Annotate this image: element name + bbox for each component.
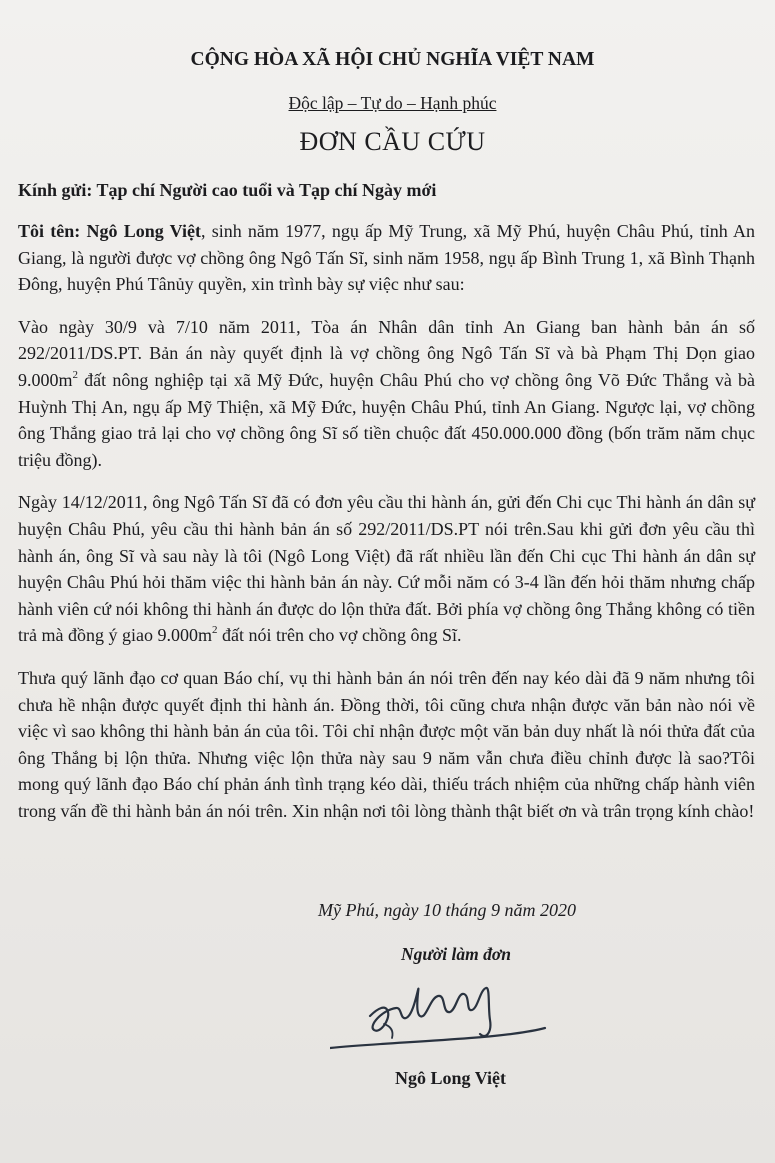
paragraph-request: Thưa quý lãnh đạo cơ quan Báo chí, vụ thi hành bản án nói trên đến nay kéo dài đã 9 năm nhưng tôi chưa hề nhận được quyết định thi hành án. Đồng thời, tôi cũng chưa nhận được văn bản nào nói về việc vì sao không thi hành bản án của tôi. Tôi chỉ nhận được một văn bản duy nhất là nói thửa đất của ông Thắng bị lộn thửa. Nhưng việc lộn thửa này sau 9 năm vẫn chưa điều chỉnh được là sao?Tôi mong quý lãnh đạo Báo chí phản ánh tình trạng kéo dài, thiếu trách nhiệm của những chấp hành viên trong vấn đề thi hành bản án nói trên. Xin nhận nơi tôi lòng thành thật biết ơn và trân trọng kính chào!	[18, 667, 755, 821]
signer-title: Người làm đơn	[401, 944, 511, 964]
signer-name: Ngô Long Việt	[395, 1068, 507, 1088]
paragraph-judgment-text-a: Vào ngày 30/9 và 7/10 năm 2011, Tòa án Nhân dân tỉnh An Giang ban hành bản án số 292/2011/DS.PT. Bản án này quyết định là vợ chồng ông Ngô Tấn Sĩ và bà Phạm Thị Dọn giao 9.000m	[18, 316, 755, 390]
date-line: Mỹ Phú, ngày 10 tháng 9 năm 2020	[318, 900, 576, 920]
paragraph-enforcement-text-a: Ngày 14/12/2011, ông Ngô Tấn Sĩ đã có đơn yêu cầu thi hành án, gửi đến Chi cục Thi hành án dân sự huyện Châu Phú, yêu cầu thi hành bản án số 292/2011/DS.PT nói trên.Sau khi gửi đơn yêu cầu thì hành án, ông Sĩ và sau này là tôi (Ngô Long Việt) đã rất nhiều lần đến Chi cục Thi hành án dân sự huyện Châu Phú hỏi thăm việc thi hành bản án này. Cứ mỗi năm có 3-4 lần đến hỏi thăm nhưng chấp hành viên cứ nói không thi hành án được do lộn thửa đất. Bởi phía vợ chồng ông Thắng không có tiền trả mà đồng ý giao 9.000m	[18, 492, 755, 646]
intro-paragraph	[18, 218, 755, 298]
national-header: CỘNG HÒA XÃ HỘI CHỦ NGHĨA VIỆT NAM	[190, 49, 595, 70]
document-title: ĐƠN CẦU CỨU	[299, 127, 486, 156]
handwritten-signature	[330, 968, 550, 1058]
paragraph-judgment-text-b: đất nông nghiệp tại xã Mỹ Đức, huyện Châu Phú cho vợ chồng ông Võ Đức Thắng và bà Huỳnh Thị An, ngụ ấp Mỹ Thiện, xã Mỹ Đức, huyện Châu Phú, tỉnh An Giang. Ngược lại, vợ chồng ông Thắng giao trả lại cho vợ chồng ông Sĩ số tiền chuộc đất 450.000.000 đồng (bốn trăm năm chục triệu đồng).	[18, 369, 755, 470]
salutation: Kính gửi: Tạp chí Người cao tuổi và Tạp chí Ngày mới	[18, 180, 437, 200]
paragraph-enforcement	[18, 489, 755, 649]
area-superscript: 2	[72, 368, 79, 381]
paragraph-enforcement-text-b: đất nói trên cho vợ chồng ông Sĩ.	[217, 625, 462, 646]
area-superscript: 2	[211, 624, 218, 637]
intro-text: , sinh năm 1977, ngụ ấp Mỹ Trung, xã Mỹ Phú, huyện Châu Phú, tỉnh An Giang, là người được vợ chồng ông Ngô Tấn Sĩ, sinh năm 1958, ngụ ấp Bình Trung 1, xã Bình Thạnh Đông, huyện Phú Tânủy quyền, xin trình bày sự việc như sau:	[18, 221, 755, 295]
paragraph-judgment	[18, 314, 755, 474]
national-motto: Độc lập – Tự do – Hạnh phúc	[288, 93, 497, 113]
sender-label: Tôi tên: Ngô Long Việt	[18, 221, 201, 241]
